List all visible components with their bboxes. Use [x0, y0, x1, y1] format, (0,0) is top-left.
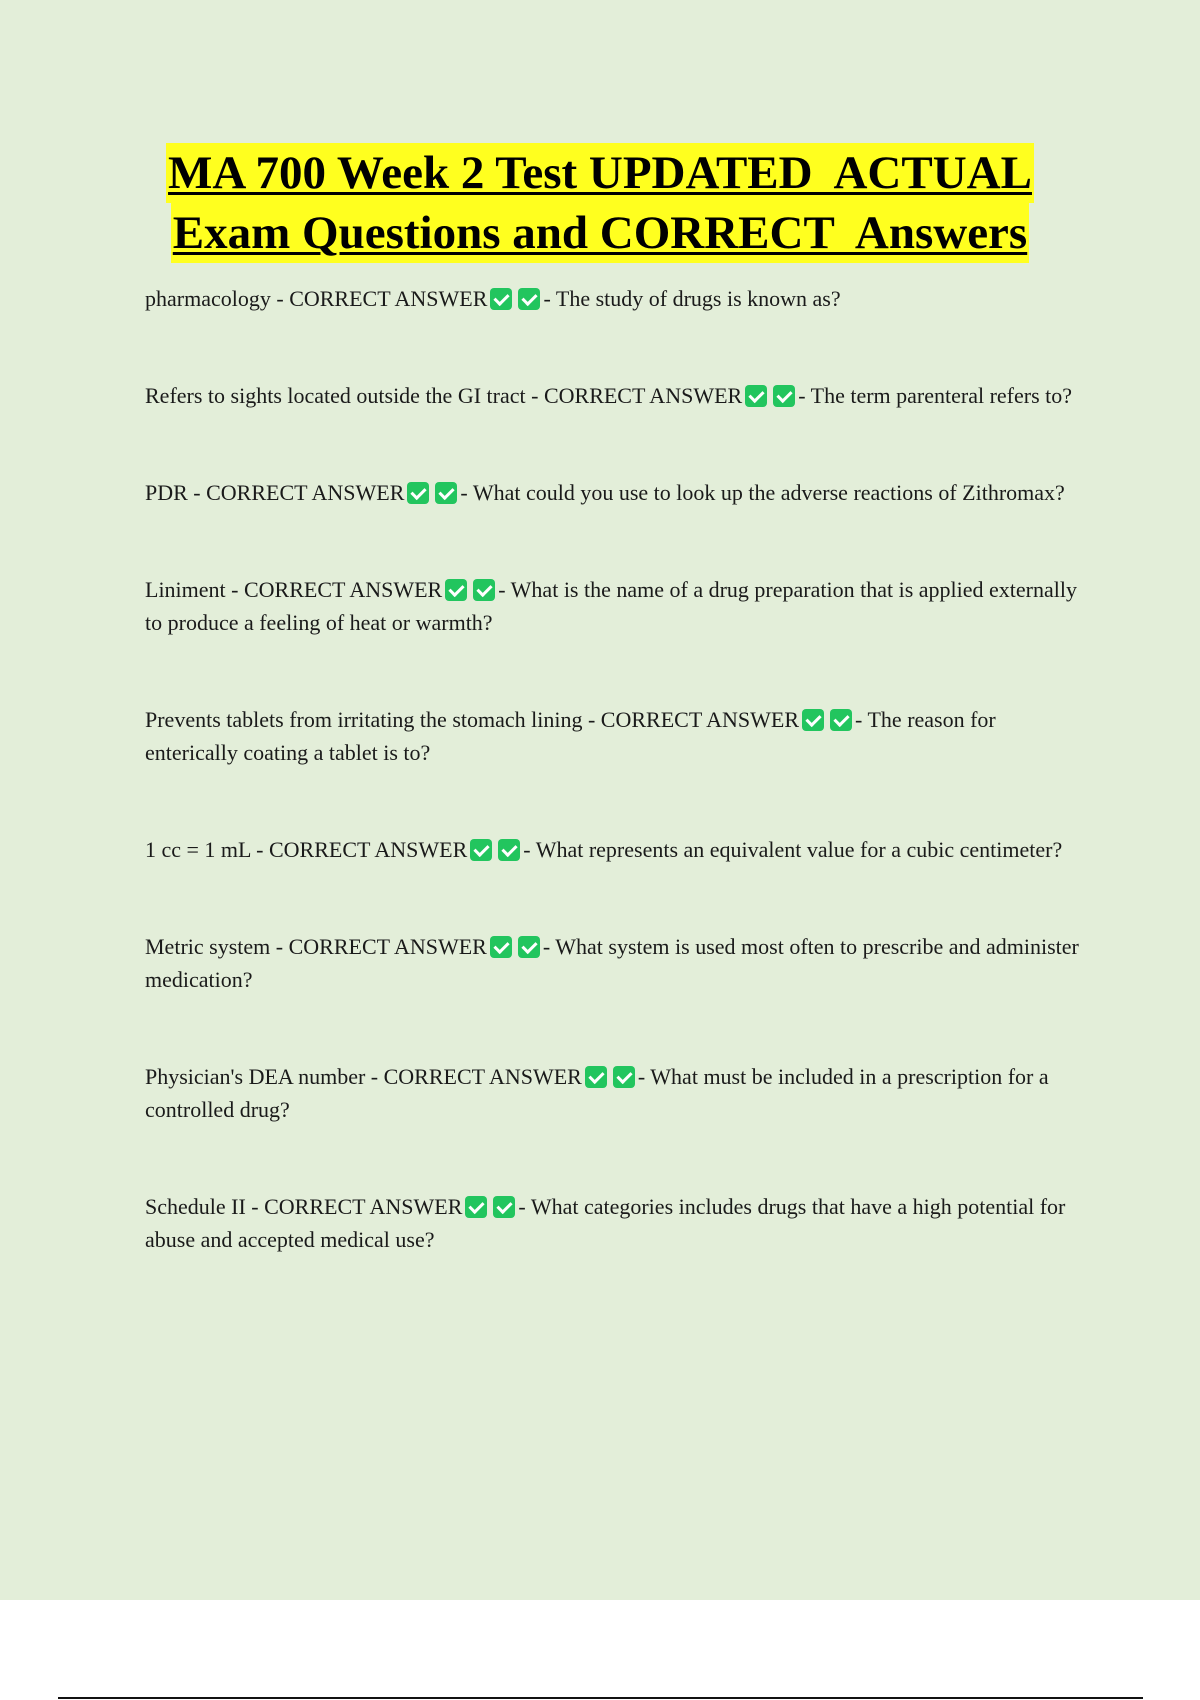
check-box-icon [498, 839, 520, 861]
qa-item: Refers to sights located outside the GI tract - CORRECT ANSWER - The term parenteral refers to? [145, 383, 1073, 408]
question-answer-list [145, 282, 1090, 1320]
question-text: What represents an equivalent value for a cubic centimeter? [535, 837, 1063, 862]
correct-answer-label: CORRECT ANSWER [543, 383, 743, 408]
question-text: What is the name of a drug preparation that is applied externally to produce a feeling of heat or warmth? [145, 577, 1077, 635]
qa-item: Prevents tablets from irritating the stomach lining - CORRECT ANSWER - The reason for enterically coating a tablet is to? [145, 707, 996, 765]
check-box-icon [802, 709, 824, 731]
correct-answer-label: CORRECT ANSWER [264, 1194, 463, 1219]
qa-item: pharmacology - CORRECT ANSWER - The study of drugs is known as? [145, 286, 841, 311]
check-box-icon [830, 709, 852, 731]
check-box-icon [613, 1066, 635, 1088]
title-line-2: Exam Questions and CORRECT Answers [171, 203, 1029, 263]
check-box-icon [493, 1196, 515, 1218]
qa-item: Physician's DEA number - CORRECT ANSWER - What must be included in a prescription for a controlled drug? [145, 1064, 1049, 1122]
answer-text: Refers to sights located outside the GI tract [145, 383, 526, 408]
correct-answer-label: CORRECT ANSWER [243, 577, 443, 602]
question-text: What categories includes drugs that have a high potential for abuse and accepted medical use? [145, 1194, 1066, 1252]
document-title [0, 143, 1200, 263]
question-text: The study of drugs is known as? [555, 286, 841, 311]
check-box-icon [435, 482, 457, 504]
correct-answer-label: CORRECT ANSWER [600, 707, 800, 732]
answer-text: Liniment [145, 577, 226, 602]
answer-text: 1 cc = 1 mL [145, 837, 251, 862]
qa-item: 1 cc = 1 mL - CORRECT ANSWER - What represents an equivalent value for a cubic centimeter? [145, 837, 1063, 862]
question-text: The reason for enterically coating a tablet is to? [145, 707, 996, 765]
question-text: What must be included in a prescription for a controlled drug? [145, 1064, 1049, 1122]
check-box-icon [518, 936, 540, 958]
check-box-icon [445, 579, 467, 601]
correct-answer-label: CORRECT ANSWER [269, 837, 468, 862]
title-line-1: MA 700 Week 2 Test UPDATED ACTUAL [166, 143, 1034, 203]
answer-text: PDR [145, 480, 188, 505]
answer-text: Physician's DEA number [145, 1064, 366, 1089]
check-box-icon [407, 482, 429, 504]
footer-divider [58, 1697, 1143, 1699]
check-box-icon [745, 385, 767, 407]
question-text: The term parenteral refers to? [810, 383, 1073, 408]
check-box-icon [518, 288, 540, 310]
check-box-icon [490, 936, 512, 958]
qa-item: Metric system - CORRECT ANSWER - What system is used most often to prescribe and administer medication? [145, 934, 1079, 992]
answer-text: pharmacology [145, 286, 271, 311]
answer-text: Metric system [145, 934, 271, 959]
answer-text: Prevents tablets from irritating the stomach lining [145, 707, 583, 732]
check-box-icon [473, 579, 495, 601]
qa-item: Schedule II - CORRECT ANSWER - What categories includes drugs that have a high potential for abuse and accepted medical use? [145, 1194, 1066, 1252]
check-box-icon [470, 839, 492, 861]
question-text: What system is used most often to prescribe and administer medication? [145, 934, 1079, 992]
question-text: What could you use to look up the adverse reactions of Zithromax? [472, 480, 1065, 505]
correct-answer-label: CORRECT ANSWER [206, 480, 405, 505]
correct-answer-label: CORRECT ANSWER [288, 934, 487, 959]
answer-text: Schedule II [145, 1194, 246, 1219]
qa-item: PDR - CORRECT ANSWER - What could you use to look up the adverse reactions of Zithromax? [145, 480, 1065, 505]
correct-answer-label: CORRECT ANSWER [289, 286, 488, 311]
correct-answer-label: CORRECT ANSWER [383, 1064, 582, 1089]
check-box-icon [465, 1196, 487, 1218]
check-box-icon [773, 385, 795, 407]
qa-item: Liniment - CORRECT ANSWER - What is the name of a drug preparation that is applied externally to produce a feeling of heat or warmth? [145, 577, 1077, 635]
check-box-icon [490, 288, 512, 310]
check-box-icon [585, 1066, 607, 1088]
